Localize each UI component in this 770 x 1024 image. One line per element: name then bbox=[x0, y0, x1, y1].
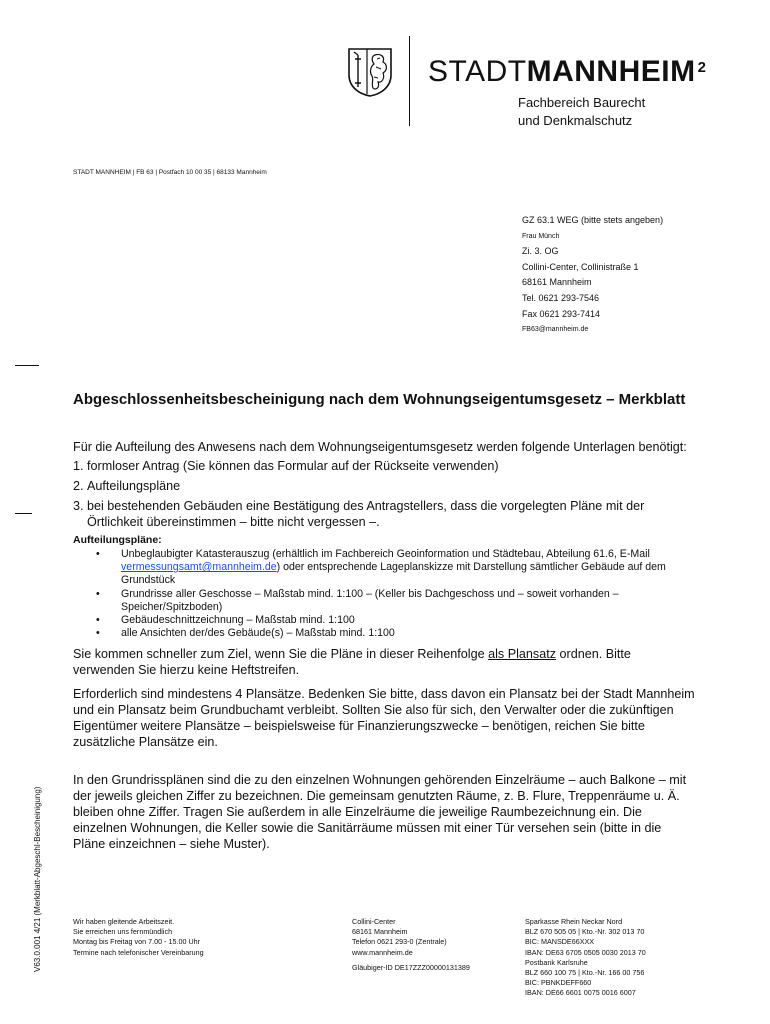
footer-line: Sparkasse Rhein Neckar Nord bbox=[525, 917, 623, 926]
footer-line: IBAN: DE63 6705 0505 0030 2013 70 bbox=[525, 947, 646, 957]
list-item: 2. Aufteilungspläne bbox=[73, 479, 181, 493]
document-body bbox=[73, 439, 695, 852]
punch-mark bbox=[15, 513, 32, 514]
contact-city: 68161 Mannheim bbox=[522, 277, 592, 288]
footer-line: Telefon 0621 293-0 (Zentrale) bbox=[352, 937, 447, 947]
footer-line: 68161 Mannheim bbox=[352, 927, 408, 937]
plan-order-paragraph: Sie kommen schneller zum Ziel, wenn Sie die Pläne in dieser Reihenfolge als Plansatz ordnen. Bitte verwenden Sie hierzu keine Heftstreifen. bbox=[73, 647, 631, 678]
email-link[interactable]: vermessungsamt@mannheim.de bbox=[121, 561, 277, 574]
footer-bank-details bbox=[525, 917, 646, 999]
logo-divider bbox=[409, 36, 410, 126]
footer-line: Wir haben gleitende Arbeitszeit. bbox=[73, 917, 175, 926]
contact-phone: Tel. 0621 293-7546 bbox=[522, 292, 600, 303]
contact-fax: Fax 0621 293-7414 bbox=[522, 308, 601, 319]
coat-of-arms-icon bbox=[347, 47, 393, 97]
footer-line: Montag bis Freitag von 7.00 - 15.00 Uhr bbox=[73, 937, 201, 947]
footer-line: BIC: PBNKDEFF660 bbox=[525, 978, 592, 988]
list-item: • alle Ansichten der/des Gebäude(s) – Maßstab mind. 1:100 bbox=[96, 627, 395, 640]
sender-address-line: STADT MANNHEIM | FB 63 | Postfach 10 00 35 | 68133 Mannheim bbox=[73, 169, 267, 176]
list-item: • Grundrisse aller Geschosse – Maßstab mind. 1:100 – (Keller bis Dachgeschoss und – soweit vorhanden – Speicher/Spitzboden) bbox=[96, 587, 619, 613]
contact-block bbox=[522, 213, 663, 338]
plan-sets-paragraph: Erforderlich sind mindestens 4 Plansätze. Bedenken Sie bitte, dass davon ein Plansatz bei der Stadt Mannheim und ein Plansatz beim Grundbuchamt verbleibt. Sollten Sie also für sich, den Verwalter oder die zukünftigen Eigentümer weitere Plansätze – beispielsweise für Finanzierungszwecke – benötigen, reichen Sie bitte zusätzliche Plansätze ein. bbox=[73, 687, 695, 750]
fold-mark bbox=[15, 365, 39, 366]
city-logo-wordmark: STADTMANNHEIM $^2$ bbox=[428, 55, 707, 88]
footer-address bbox=[352, 917, 470, 973]
contact-name: Frau Münch bbox=[522, 232, 560, 240]
footer-line: BLZ 660 100 75 | Kto.-Nr. 166 00 756 bbox=[525, 968, 645, 978]
creditor-id: Gläubiger-ID DE17ZZZ00000131389 bbox=[352, 962, 470, 972]
floor-plan-paragraph: In den Grundrissplänen sind die zu den einzelnen Wohnungen gehörenden Einzelräume – auch Balkone – mit der jeweils gleichen Ziffer zu bezeichnen. Die gemeinsam genutzten Räume, z. B. Flure, Treppenräume u. Ä. bleiben ohne Ziffer. Tragen Sie außerdem in alle Einzelräume die jeweilige Raumbezeichnung ein. Die einzelnen Wohnungen, die Keller sowie die Sanitärräume müssen mit einer Tür versehen sein (bitte in die Pläne einzeichnen – siehe Muster). bbox=[73, 773, 687, 852]
contact-email: FB63@mannheim.de bbox=[522, 326, 589, 334]
list-item: • Gebäudeschnittzeichnung – Maßstab mind. 1:100 bbox=[96, 614, 355, 627]
form-version-label: V63.0.001 4/21 (Merkblatt-Abgeschl-Bescheinigung) bbox=[33, 786, 42, 972]
department-line-1: Fachbereich Baurecht bbox=[518, 95, 646, 110]
footer-line: BLZ 670 505 05 | Kto.-Nr. 302 013 70 bbox=[525, 927, 645, 937]
department-line-2: und Denkmalschutz bbox=[518, 113, 633, 128]
contact-building: Collini-Center, Collinistraße 1 bbox=[522, 261, 639, 272]
footer-line: IBAN: DE66 6601 0075 0016 6007 bbox=[525, 988, 636, 998]
intro-paragraph: Für die Aufteilung des Anwesens nach dem Wohnungseigentumsgesetz werden folgende Unterlagen benötigt: bbox=[73, 440, 687, 454]
plans-list bbox=[73, 548, 695, 640]
contact-room: Zi. 3. OG bbox=[522, 246, 559, 257]
plans-heading: Aufteilungspläne: bbox=[73, 534, 162, 546]
footer-hours bbox=[73, 917, 204, 958]
page-title: Abgeschlossenheitsbescheinigung nach dem Wohnungseigentumsgesetz – Merkblatt bbox=[73, 391, 686, 408]
list-item: • Unbeglaubigter Katasterauszug (erhältlich im Fachbereich Geoinformation und Städtebau, Abteilung 61.6, E-Mail vermessungsamt@mannheim.de) oder entsprechende Lageplanskizze mit Darstellung sämtlicher Gebäude auf dem Grundstück bbox=[96, 548, 666, 587]
footer-line: Postbank Karlsruhe bbox=[525, 957, 588, 967]
list-item: 1. formloser Antrag (Sie können das Formular auf der Rückseite verwenden) bbox=[73, 459, 499, 473]
footer-line: BIC: MANSDE66XXX bbox=[525, 937, 595, 947]
footer-line: Termine nach telefonischer Vereinbarung bbox=[73, 947, 204, 957]
footer-line: Sie erreichen uns fernmündlich bbox=[73, 927, 173, 937]
department-name bbox=[518, 94, 645, 130]
reference-number: GZ 63.1 WEG (bitte stets angeben) bbox=[522, 215, 664, 225]
requirements-list bbox=[73, 458, 695, 530]
footer-line: www.mannheim.de bbox=[352, 947, 413, 957]
list-item: 3. bei bestehenden Gebäuden eine Bestätigung des Antragstellers, dass die vorgelegten Pläne mit der Örtlichkeit übereinstimmen – bitte nicht vergessen –. bbox=[73, 499, 645, 529]
footer-line: Collini-Center bbox=[352, 917, 396, 926]
